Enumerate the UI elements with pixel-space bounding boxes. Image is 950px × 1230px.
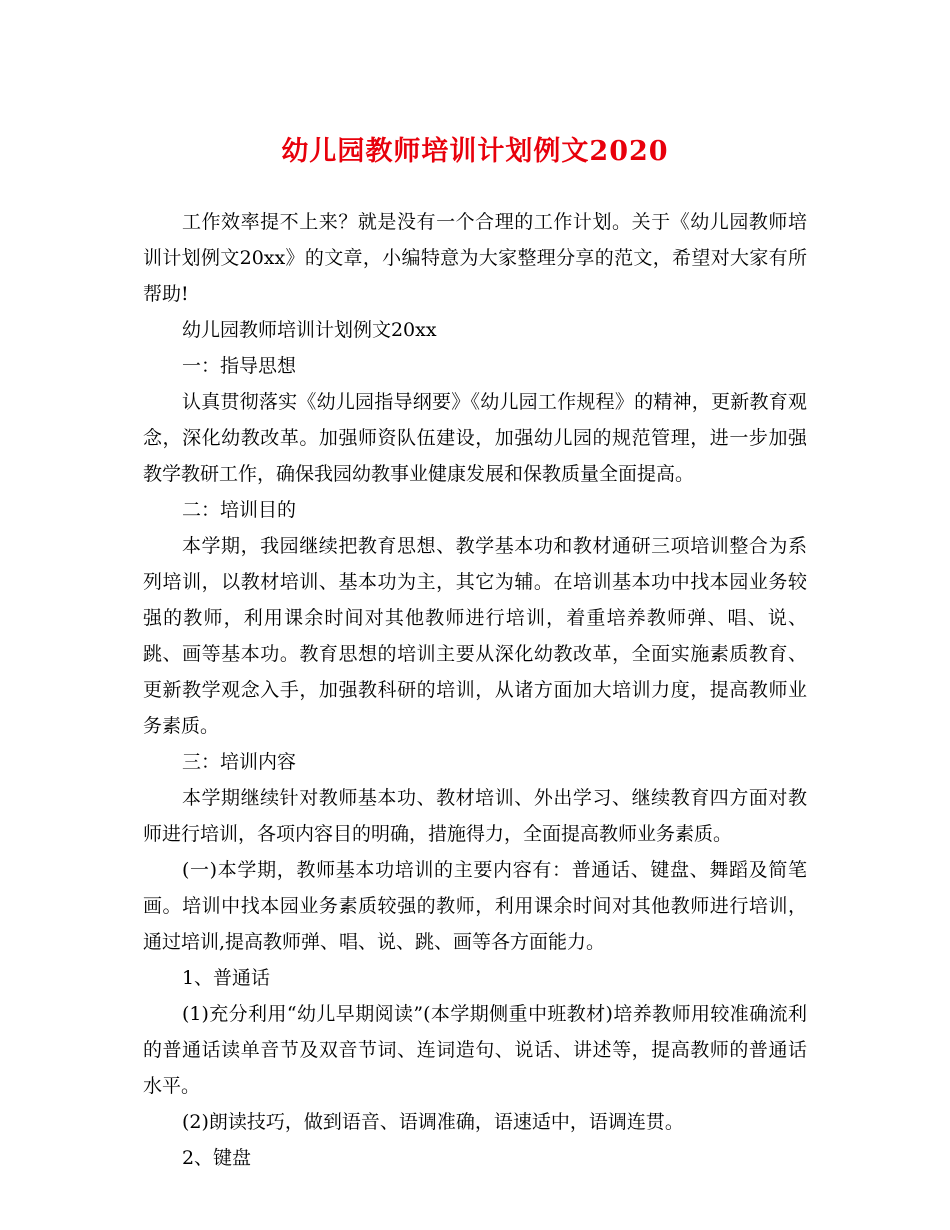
paragraph-training-content: 本学期继续针对教师基本功、教材培训、外出学习、继续教育四方面对教师进行培训，各项内容目的明确，措施得力，全面提高教师业务素质。: [143, 787, 807, 845]
subheading-keyboard: 2、键盘: [181, 1147, 252, 1169]
paragraph-mandarin-2: (2)朗读技巧，做到语音、语调准确，语速适中，语调连贯。: [181, 1111, 684, 1133]
paragraph-guiding-ideology: 认真贯彻落实《幼儿园指导纲要》《幼儿园工作规程》的精神，更新教育观念，深化幼教改革。加强师资队伍建设，加强幼儿园的规范管理，进一步加强教学教研工作，确保我园幼教事业健康发展和保教质量全面提高。: [143, 391, 807, 485]
document-body: [143, 204, 807, 1176]
intro-paragraph: 工作效率提不上来？就是没有一个合理的工作计划。关于《幼儿园教师培训计划例文20xx》的文章，小编特意为大家整理分享的范文，希望对大家有所帮助!: [143, 211, 807, 305]
paragraph-basic-skills: (一)本学期，教师基本功培训的主要内容有：普通话、键盘、舞蹈及简笔画。培训中找本园业务素质较强的教师，利用课余时间对其他教师进行培训，通过培训,提高教师弹、唱、说、跳、画等各方面能力。: [143, 859, 807, 953]
section-heading-training-content: 三：培训内容: [181, 751, 296, 773]
paragraph-training-purpose: 本学期，我园继续把教育思想、教学基本功和教材通研三项培训整合为系列培训，以教材培训、基本功为主，其它为辅。在培训基本功中找本园业务较强的教师，利用课余时间对其他教师进行培训，着重培养教师弹、唱、说、跳、画等基本功。教育思想的培训主要从深化幼教改革，全面实施素质教育、更新教学观念入手，加强教科研的培训，从诸方面加大培训力度，提高教师业务素质。: [143, 535, 807, 737]
paragraph-mandarin-1: (1)充分利用“幼儿早期阅读”(本学期侧重中班教材)培养教师用较准确流利的普通话读单音节及双音节词、连词造句、说话、讲述等，提高教师的普通话水平。: [143, 1003, 807, 1097]
section-heading-training-purpose: 二：培训目的: [181, 499, 296, 521]
subtitle-line: 幼儿园教师培训计划例文20xx: [181, 319, 437, 341]
document-title: 幼儿园教师培训计划例文2020: [281, 136, 669, 167]
subheading-mandarin: 1、普通话: [181, 967, 271, 989]
section-heading-guiding-ideology: 一：指导思想: [181, 355, 296, 377]
